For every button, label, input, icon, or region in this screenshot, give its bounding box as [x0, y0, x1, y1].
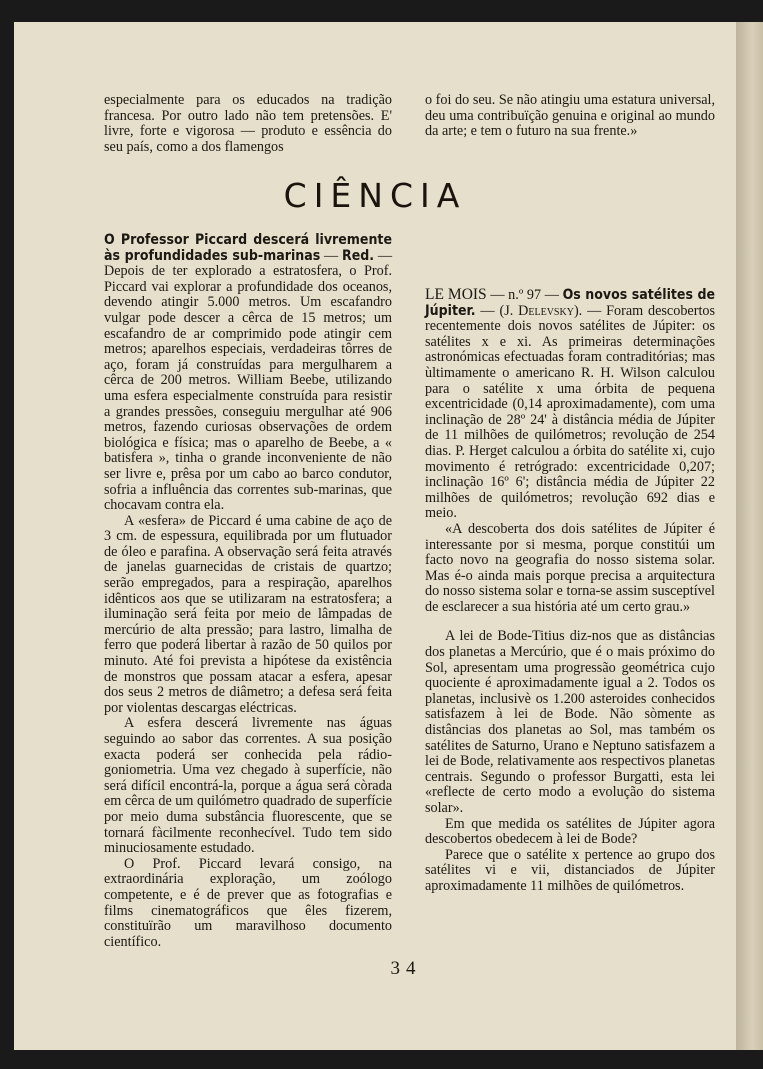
article-intro: O Professor Piccard descerá livremente às profundidades sub-marinas — Red. — Depois de ter explorado a estratosfera, o Prof. Piccard vai explorar a profundidade dos oceanos, devendo atingir 5.000 metros. Um escafandro vulgar pode descer a cêrca de 15 metros; um escafandro de ar comprimido pode atingir cem metros; aparelhos especiais, verdadeiras tôrres de aço, foram já construídas para mergulharem a cêrca de 200 metros. William Beebe, utilizando uma esfera especialmente construída para resistir a grandes pressões, conseguiu mergulhar até 906 metros, fazendo curiosas observações de ordem biológica e física; mas o aparelho de Beebe, a « batisfera », tinha o grande inconveniente de não ser livre e, prêsa por um cabo ao barco condutor, sofria a influência das correntes sub-marinas, que chocavam contra ela.	[104, 232, 393, 514]
paragraph: Foram descobertos recentemente dois novos satélites de Júpiter: os satélites x e xi. As primeiras determinações astronómicas efectuadas foram contraditórias; mas ùltimamente o americano R. H. Wilson calculou para o satélite x uma órbita de pequena excentricidade (0,14 aproximadamente), com uma inclinação de 28º 24' à distância média de Júpiter de 11 milhões de quilómetros; revolução de 254 dias. P. Herget calculou a órbita do satélite xi, cujo movimento é retrógrado: excentricidade 0,207; inclinação 16º 6'; distância média de Júpiter 22 milhões de quilómetros; revolução 692 dias e meio.	[425, 302, 715, 522]
paragraph: A esfera descerá livremente nas águas seguindo ao sabor das correntes. A sua posição exacta poderá ser conhecida pela rádio-goniometria. Uma vez chegado à superfície, não será difícil encontrá-la, porque a água será còrada em cêrca de um quilómetro quadrado de superfície por meio duma substância fluorescente, que se tornará fàcilmente reconhecível. Tudo tem sido minuciosamente estudado.	[104, 715, 392, 857]
article-intro: LE MOIS — n.º 97 — Os novos satélites de Júpiter. — (J. Delevsky). — Foram descobertos recentemente dois novos satélites de Júpiter: os satélites x e xi. As primeiras determinações astronómicas efectuadas foram contraditórias; mas ùltimamente o americano R. H. Wilson calculou para o satélite x uma órbita de pequena excentricidade (0,14 aproximadamente), com uma inclinação de 28º 24' à distância média de Júpiter de 11 milhões de quilómetros; revolução de 254 dias. P. Herget calculou a órbita do satélite xi, cujo movimento é retrógrado: excentricidade 0,207; inclinação 16º 6'; distância média de Júpiter 22 milhões de quilómetros; revolução 692 dias e meio.	[425, 286, 716, 522]
article-author: J. Delevsky	[504, 302, 574, 319]
paragraph: especialmente para os educados na tradição francesa. Por outro lado não tem pretensões. E' livre, forte e vigorosa — produto e essência do seu país, como a dos flamengos	[104, 92, 392, 155]
paragraph: Parece que o satélite x pertence ao grupo dos satélites vi e vii, distanciados de Júpiter aproximadamente 11 milhões de quilómetros.	[425, 846, 715, 894]
paragraph: O Prof. Piccard levará consigo, na extraordinária exploração, um zoólogo competente, e é de prever que as fotografias e films cinematográficos que êles fizerem, constituïrão um maravilhoso documento científico.	[104, 855, 392, 950]
article-jupiter-column	[425, 233, 715, 895]
article-source: Red.	[342, 247, 375, 264]
continued-text-left	[104, 93, 392, 155]
magazine-name: LE MOIS	[425, 286, 487, 303]
article-heading: O Professor Piccard descerá livremente às profundidades sub-marinas	[104, 232, 392, 264]
section-title: CIÊNCIA	[283, 176, 467, 215]
article-piccard-column	[104, 233, 392, 950]
page-number: 34	[390, 958, 422, 979]
paragraph: A lei de Bode-Titius diz-nos que as distâncias dos planetas a Mercúrio, que é o mais próximo do Sol, apresentam uma progressão geométrica cujo quociente é aproximadamente igual a 2. Todos os planetas, inclusivè os 1.200 asteroides conhecidos satisfazem à lei de Bode. Não sòmente as distâncias dos planetas ao Sol, mas também os satélites de Saturno, Urano e Neptuno satisfazem a lei de Bode, relativamente aos respectivos planetas centrais. Segundo o professor Burgatti, esta lei «reflecte de certo modo a evolução do sistema solar».	[425, 628, 715, 816]
continued-text-right	[425, 93, 715, 140]
paragraph: Depois de ter explorado a estratosfera, o Prof. Piccard vai explorar a profundidade dos oceanos, devendo atingir 5.000 metros. Um escafandro vulgar pode descer a cêrca de 15 metros; um escafandro de ar comprimido pode atingir cem metros; aparelhos especiais, verdadeiras tôrres de aço, foram já construídas para mergulharem a cêrca de 200 metros. William Beebe, utilizando uma esfera especialmente construída para resistir a grandes pressões, conseguiu mergulhar até 906 metros, fazendo curiosas observações de ordem biológica e física; mas o aparelho de Beebe, a « batisfera », tinha o grande inconveniente de não ser livre e, prêsa por um cabo ao barco condutor, sofria a influência das correntes sub-marinas, que chocavam contra ela.	[104, 263, 392, 514]
paragraph: A «esfera» de Piccard é uma cabine de aço de 3 cm. de espessura, equilibrada por um flutuador de óleo e parafina. A observação será feita através de janelas guarnecidas de cristais de quartzo; serão empregados, para a respiração, aparelhos idênticos aos que se utilizaram na estratosfera; a iluminação será feita por meio de lâmpadas de mercúrio de alta pressão; para lastro, limalha de ferro que poderá libertar à razão de 50 quilos por minuto. Até foi prevista a hipótese da existência de monstros que possam atacar a esfera, apesar dos seus 2 metros de diâmetro; a defesa será feita por violentas descargas eléctricas.	[104, 512, 392, 716]
article-heading: Os novos satélites de Júpiter.	[425, 287, 716, 319]
issue-number: n.º 97	[508, 287, 542, 303]
paragraph: o foi do seu. Se não atingiu uma estatura universal, deu uma contribuïção genuina e original ao mundo da arte; e tem o futuro na sua frente.»	[425, 92, 715, 140]
paragraph: Em que medida os satélites de Júpiter agora descobertos obedecem à lei de Bode?	[425, 815, 715, 848]
paragraph: «A descoberta dos dois satélites de Júpiter é interessante por si mesma, porque constitúi um facto novo na geografia do nosso sistema solar. Mas é-o ainda mais porque precisa a arquitectura do nosso sistema solar e torna-se assim susceptível de esclarecer a sua história até um certo grau.»	[425, 520, 715, 615]
